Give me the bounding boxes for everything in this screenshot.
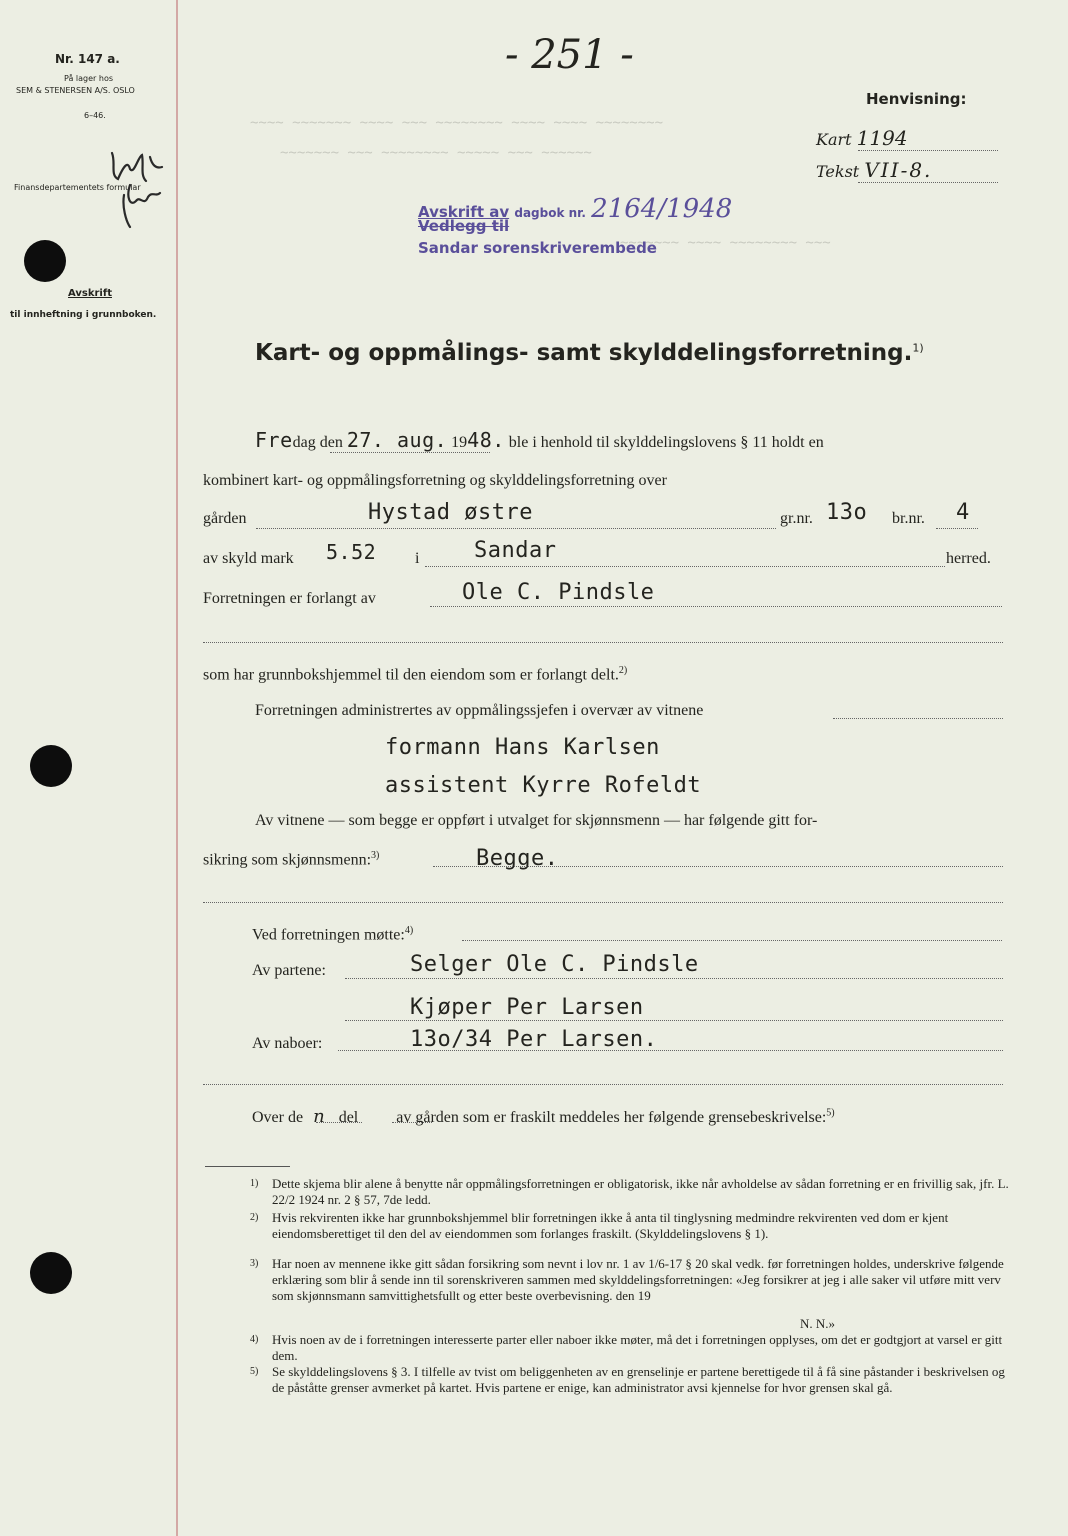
footnote-5 xyxy=(252,1364,1012,1396)
party-seller: Selger Ole C. Pindsle xyxy=(410,952,699,977)
buyer-dotted-line xyxy=(345,1020,1003,1021)
i-label: i xyxy=(415,550,420,567)
publisher-line-2: SEM & STENERSEN A/S. OSLO xyxy=(16,86,135,95)
copy-note: til innheftning i grunnboken. xyxy=(10,310,157,320)
footnote-text: Hvis noen av de i forretningen interesserte parter eller naboer ikke møter, må det i forretningen opplyses, om det er godtgjort at varsel er gitt dem. xyxy=(272,1332,1003,1363)
farm-dotted-line xyxy=(256,528,776,529)
municipality-value: Sandar xyxy=(474,538,557,563)
title-holder-label: som har grunnbokshjemmel til den eiendom som er forlangt delt. xyxy=(203,666,619,684)
del-dotted-line xyxy=(392,1122,432,1123)
stamp-line-3: Sandar sorenskriverembede xyxy=(418,239,657,257)
footnote-text: Se skylddelingslovens § 3. I tilfelle av tvist om beliggenheten av en grenselinje er partene berettigede til å få sine påstander i beskrivelsen og de påståtte grenser avmerket på kartet. Hvis partene er enige, kan administrator avsi kjennelse for hvor grensen skal gå. xyxy=(272,1364,1005,1395)
ministry-label: Finansdepartementets formular xyxy=(14,183,141,192)
title-text: Kart- og oppmålings- samt skylddelingsforretning. xyxy=(255,340,913,366)
footnote-3 xyxy=(252,1256,1012,1304)
met-footnote-mark: 4) xyxy=(404,925,414,936)
met-dotted-line xyxy=(462,940,1002,941)
neighbour-value: 13o/34 Per Larsen. xyxy=(410,1027,658,1052)
date-field: 27. aug. xyxy=(346,428,448,452)
punch-hole xyxy=(30,745,72,787)
page-number: - 251 - xyxy=(505,32,634,78)
reference-label: Henvisning: xyxy=(866,90,967,108)
footnote-text: Har noen av mennene ikke gitt sådan forsikring som nevnt i lov nr. 1 av 1/6-17 § 20 skal vedk. før forretningen holdes, underskrive følgende erklæring som blir å sende inn til sorenskriveren sammen med skylddelingsforretningen: «Jeg forsikrer at jeg i alle saker vil utføre mitt verv som skjønnsmann samvittighetsfullt og etter beste overbevisning. den 19 xyxy=(272,1256,1004,1303)
kart-value: 1194 xyxy=(856,126,908,150)
blank-dotted-line xyxy=(203,902,1003,903)
footnote-text: Hvis rekvirenten ikke har grunnbokshjemmel blir forretningen ikke å anta til tinglysning medmindre rekvirenten ved dom er kjent eiendomsberettiget til den del av eiendommen som forlanges fraskilt. (Skylddelingslovens § 1). xyxy=(272,1210,949,1241)
brnr-label: br.nr. xyxy=(892,510,925,527)
del-label: del xyxy=(338,1109,359,1126)
footnote-1 xyxy=(252,1176,1012,1208)
stamp-journal-number: 2164/1948 xyxy=(591,194,733,224)
tekst-value: VII-8. xyxy=(864,158,933,182)
footnote-mark: 5) xyxy=(250,1366,259,1377)
margin-signature xyxy=(100,135,180,235)
intro-line-1 xyxy=(255,428,1000,452)
parties-dotted-line xyxy=(345,978,1003,979)
assessors-label: sikring som skjønnsmenn: xyxy=(203,851,372,869)
assessors-text-1: Av vitnene — som begge er oppført i utvalget for skjønnsmenn — har følgende gitt for- xyxy=(255,812,818,829)
publisher-line-1: På lager hos xyxy=(64,74,113,83)
met-label-text: Ved forretningen møtte: xyxy=(252,926,405,944)
tekst-label: Tekst xyxy=(816,162,860,181)
weekday-prefix: Fre xyxy=(255,428,293,452)
farm-value: Hystad østre xyxy=(368,500,533,525)
admin-text: Forretningen administrertes av oppmålingssjefen i overvær av vitnene xyxy=(255,702,704,719)
year-prefix: 19 xyxy=(451,434,468,451)
title-holder-footnote-mark: 2) xyxy=(618,665,628,676)
footnote-2 xyxy=(252,1210,1012,1242)
footnote-separator xyxy=(205,1166,290,1167)
brnr-value: 4 xyxy=(956,500,970,525)
requested-dotted-line xyxy=(430,606,1002,607)
kart-dotted-line xyxy=(858,150,998,151)
boundary-footnote-mark: 5) xyxy=(826,1107,835,1119)
title-footnote-mark: 1) xyxy=(912,341,924,355)
municipality-dotted-line xyxy=(425,566,945,567)
year-field: 48. xyxy=(467,428,505,452)
skyld-value: 5.52 xyxy=(326,540,377,564)
footnote-text: Dette skjema blir alene å benytte når oppmålingsforretningen er obligatorisk, ikke når avholdelse av sådan forretning er en frivillig sak, jfr. L. 22/2 1924 nr. 2 § 57, 7de ledd. xyxy=(272,1176,1009,1207)
blank-dotted-line xyxy=(203,642,1003,643)
kart-label: Kart xyxy=(816,130,852,149)
punch-hole xyxy=(24,240,66,282)
kart-reference xyxy=(816,126,908,150)
date-dotted-line xyxy=(330,452,490,453)
form-number: Nr. 147 a. xyxy=(55,52,120,66)
footnote-mark: 4) xyxy=(250,1334,259,1345)
herred-label: herred. xyxy=(946,550,991,567)
brnr-dotted-line xyxy=(936,528,978,529)
blank-dotted-line xyxy=(203,1084,1003,1085)
assessors-dotted-line xyxy=(433,866,1003,867)
title-holder-text xyxy=(203,665,627,684)
tekst-dotted-line xyxy=(858,182,998,183)
boundary-text: av gården som er fraskilt meddeles her følgende grensebeskrivelse: xyxy=(396,1109,827,1126)
part-value: n xyxy=(313,1106,325,1127)
punch-hole xyxy=(30,1252,72,1294)
footnote-text: N. N.» xyxy=(800,1316,836,1331)
weekday-suffix: dag den xyxy=(292,434,343,451)
bleed-through-mark: ~~~~~~~ ~~~~ ~~~~~~~~ ~~~ xyxy=(620,235,831,251)
neighbours-label: Av naboer: xyxy=(252,1035,323,1052)
boundary-line xyxy=(252,1106,835,1127)
footnote-mark: 1) xyxy=(250,1178,259,1189)
footnote-mark: 2) xyxy=(250,1212,259,1223)
party-buyer: Kjøper Per Larsen xyxy=(410,995,644,1020)
assessors-footnote-mark: 3) xyxy=(371,850,380,861)
intro-line-2: kombinert kart- og oppmålingsforretning og skylddelingsforretning over xyxy=(203,472,667,489)
requested-by-value: Ole C. Pindsle xyxy=(462,580,655,605)
met-label xyxy=(252,925,413,944)
form-date-code: 6–46. xyxy=(84,111,106,120)
part-dotted-line xyxy=(316,1122,362,1123)
skyld-label: av skyld mark xyxy=(203,550,294,567)
grnr-value: 13o xyxy=(826,500,868,525)
parties-label: Av partene: xyxy=(252,962,326,979)
footnote-3-signature xyxy=(252,1316,1012,1332)
page-title xyxy=(255,340,924,366)
over-label: Over de xyxy=(252,1109,304,1126)
bleed-through-mark: ~~~~~~~ ~~~ ~~~~~~~~ ~~~~~ ~~~ ~~~~~~ xyxy=(280,145,592,161)
intro-rest: ble i henhold til skylddelingslovens § 11 holdt en xyxy=(508,434,824,451)
admin-dotted-line xyxy=(833,718,1003,719)
requested-label: Forretningen er forlangt av xyxy=(203,590,376,607)
copy-label: Avskrift xyxy=(68,288,112,299)
tekst-reference xyxy=(816,158,932,182)
witness-2: assistent Kyrre Rofeldt xyxy=(385,773,702,798)
stamp-copy-label: Avskrift av xyxy=(418,203,510,221)
assessors-text-2 xyxy=(203,850,379,869)
stamp-journal-label: dagbok nr. xyxy=(514,206,586,220)
assessors-value: Begge. xyxy=(476,846,559,871)
grnr-label: gr.nr. xyxy=(780,510,813,527)
farm-label: gården xyxy=(203,510,247,527)
stamp-line-2: Vedlegg til xyxy=(418,217,510,235)
footnote-4 xyxy=(252,1332,1012,1364)
witness-1: formann Hans Karlsen xyxy=(385,735,660,760)
footnote-mark: 3) xyxy=(250,1258,259,1269)
neighbours-dotted-line xyxy=(338,1050,1003,1051)
bleed-through-mark: ~~~~ ~~~~~~~ ~~~~ ~~~ ~~~~~~~~ ~~~~ ~~~~ ~~~~~~~~ xyxy=(250,115,664,131)
